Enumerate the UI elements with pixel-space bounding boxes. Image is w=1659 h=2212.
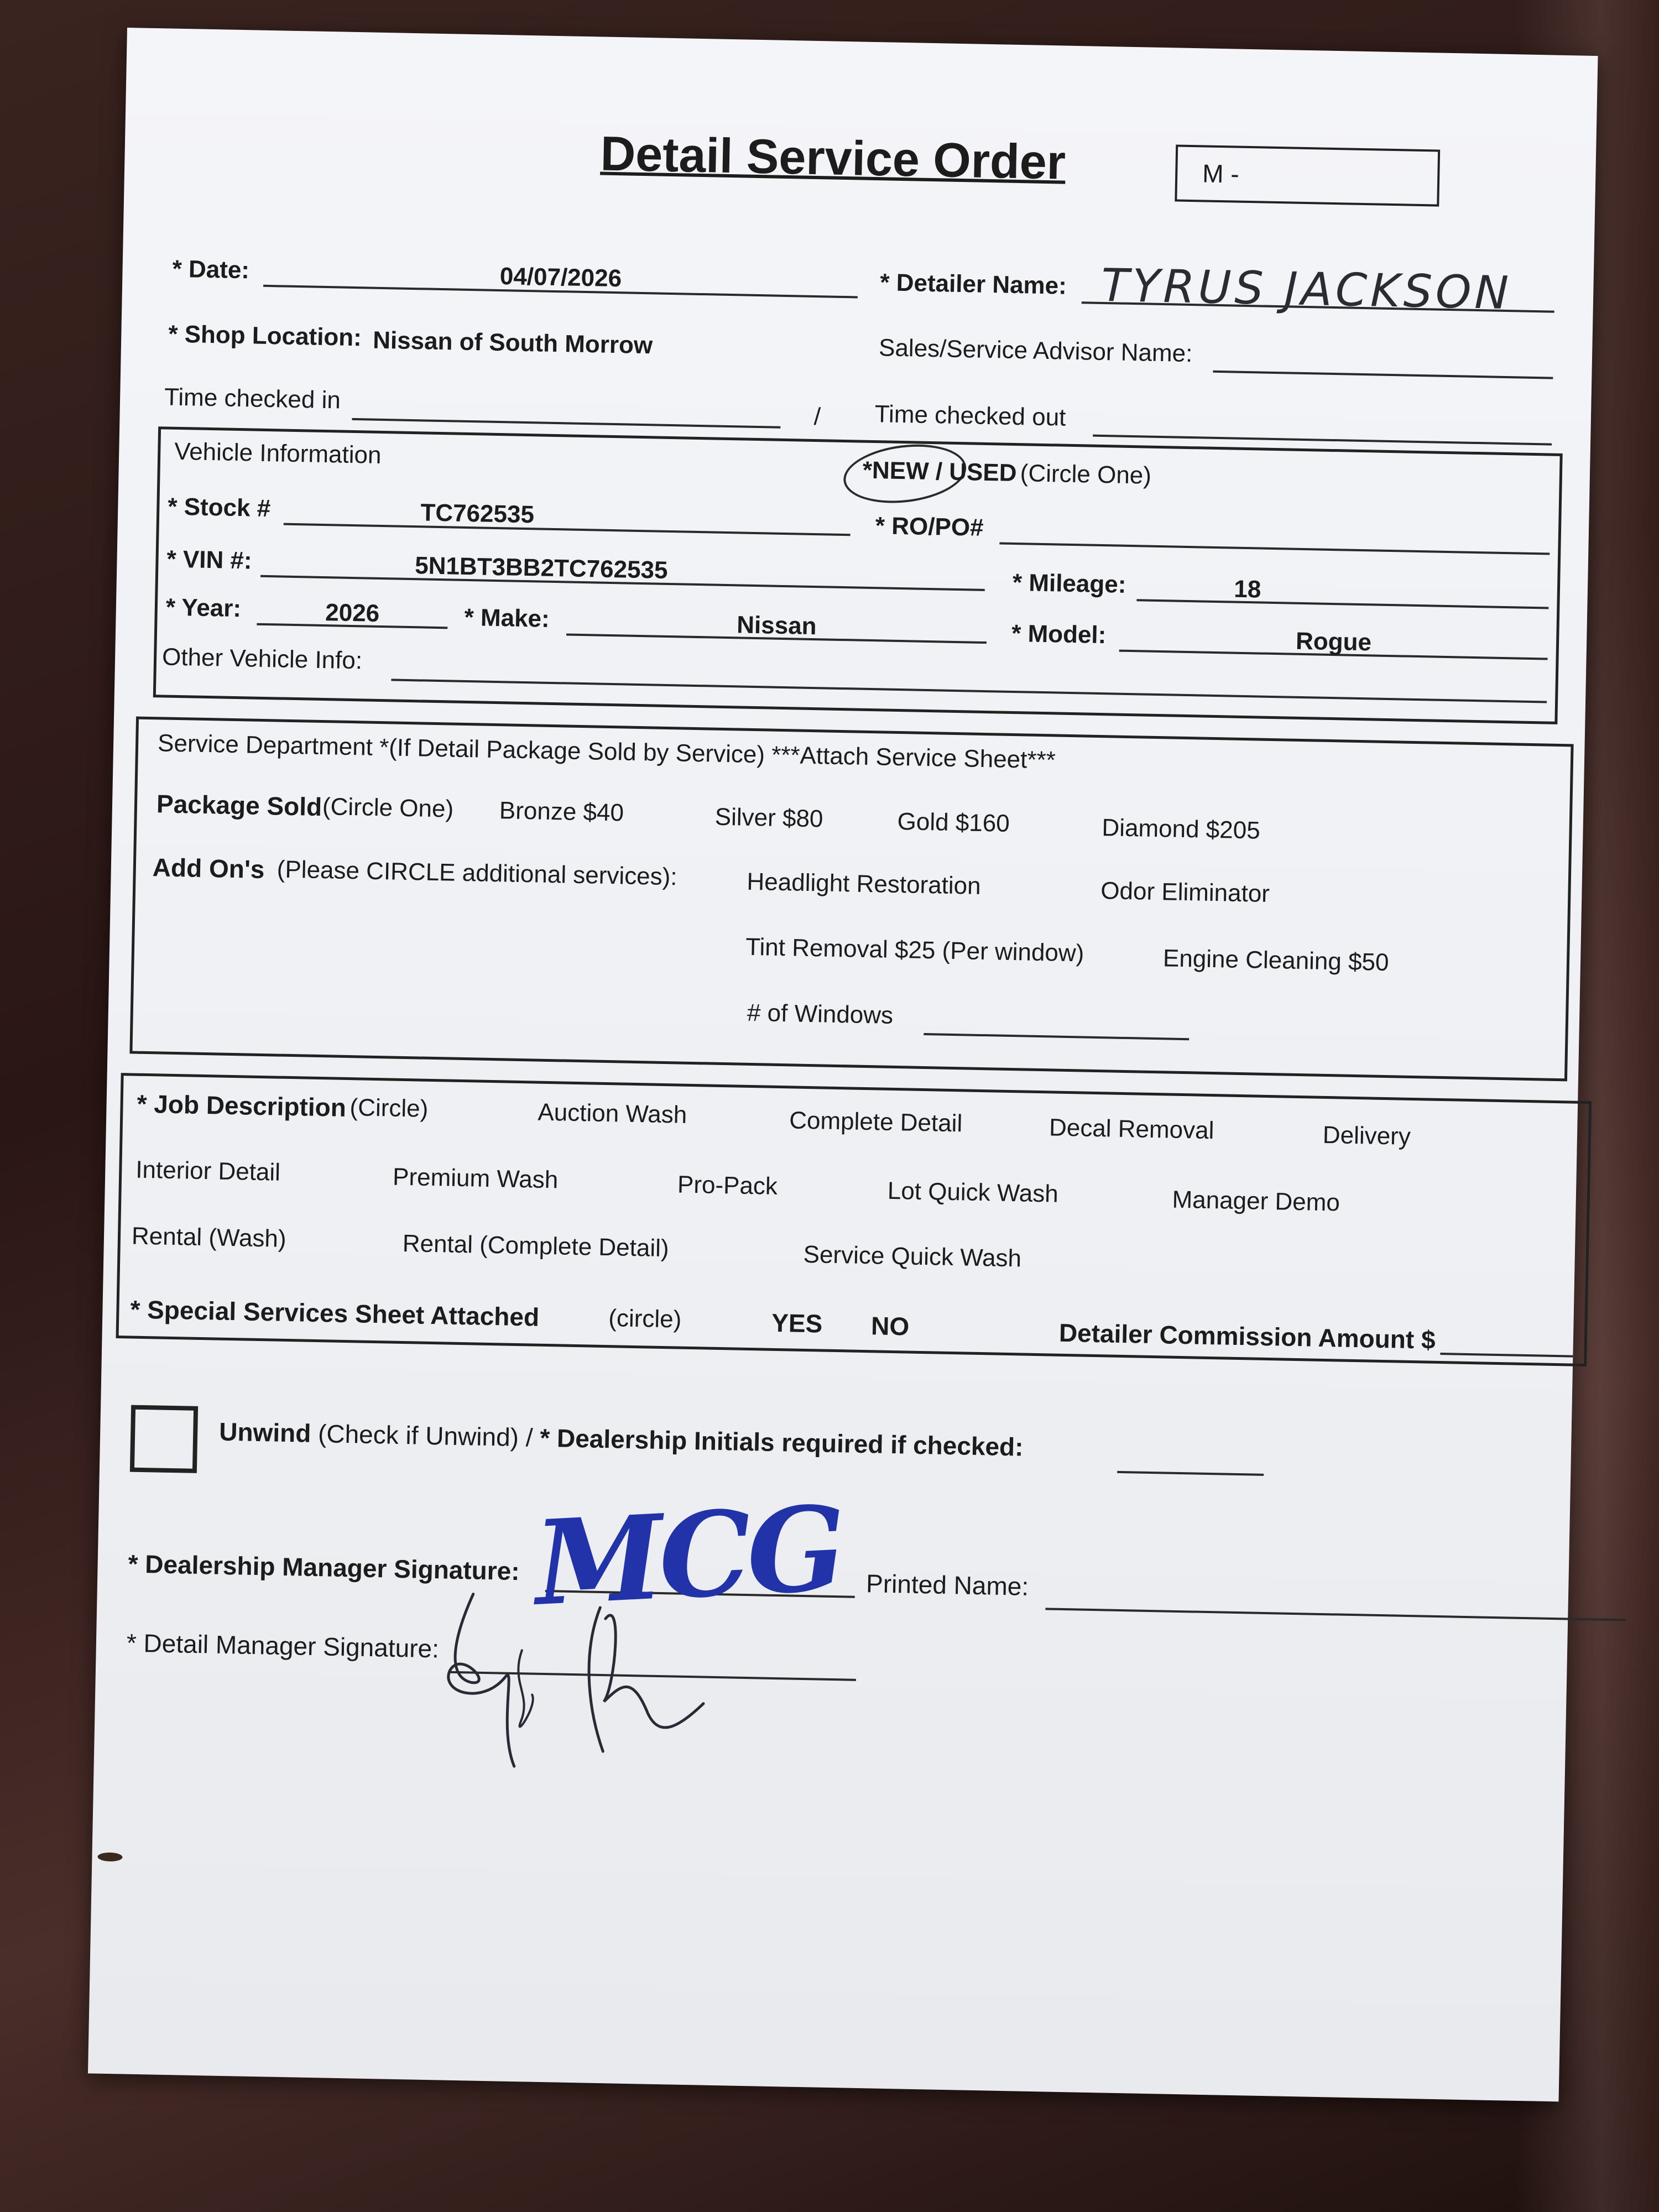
unwind-checkbox[interactable]	[130, 1405, 198, 1473]
time-in-field[interactable]	[352, 418, 780, 429]
advisor-name-field[interactable]	[1213, 371, 1553, 379]
job-rental-wash[interactable]: Rental (Wash)	[131, 1222, 287, 1253]
shop-location-label: * Shop Location:	[168, 320, 362, 352]
time-out-field[interactable]	[1093, 435, 1552, 446]
job-rental-complete-detail[interactable]: Rental (Complete Detail)	[402, 1229, 670, 1262]
time-in-label: Time checked in	[164, 383, 341, 414]
ro-po-label: * RO/PO#	[875, 512, 984, 541]
addon-odor-eliminator[interactable]: Odor Eliminator	[1100, 877, 1270, 907]
special-services-no[interactable]: NO	[870, 1311, 910, 1341]
special-services-hint: (circle)	[608, 1305, 682, 1333]
initials-field[interactable]	[1117, 1471, 1264, 1476]
job-premium-wash[interactable]: Premium Wash	[392, 1163, 559, 1194]
manager-signature-label: * Dealership Manager Signature:	[128, 1549, 520, 1586]
ink-spot	[97, 1853, 122, 1862]
job-interior-detail[interactable]: Interior Detail	[135, 1156, 281, 1186]
time-out-label: Time checked out	[874, 400, 1066, 431]
addon-engine-cleaning[interactable]: Engine Cleaning $50	[1162, 945, 1389, 977]
job-auction-wash[interactable]: Auction Wash	[538, 1098, 687, 1129]
detail-manager-signature-label: * Detail Manager Signature:	[126, 1628, 440, 1663]
job-lot-quick-wash[interactable]: Lot Quick Wash	[887, 1177, 1059, 1208]
package-diamond[interactable]: Diamond $205	[1102, 814, 1261, 844]
date-label: * Date:	[172, 255, 250, 284]
service-order-form	[88, 28, 1598, 2101]
model-value: Rogue	[1295, 627, 1372, 656]
detailer-name-handwritten: TYRUS JACKSON	[1100, 259, 1512, 320]
addons-hint: (Please CIRCLE additional services):	[276, 855, 678, 891]
new-used-options: *NEW / USED	[862, 456, 1018, 487]
stock-label: * Stock #	[167, 493, 271, 523]
addon-headlight-restoration[interactable]: Headlight Restoration	[747, 868, 982, 900]
printed-name-label: Printed Name:	[865, 1569, 1029, 1601]
unwind-hint: (Check if Unwind) /	[317, 1419, 540, 1452]
model-label: * Model:	[1011, 619, 1107, 649]
initials-label: * Dealership Initials required if checked:	[539, 1423, 1024, 1462]
year-label: * Year:	[165, 593, 242, 623]
mileage-label: * Mileage:	[1012, 568, 1126, 598]
package-hint: (Circle One)	[322, 793, 454, 823]
printed-name-field[interactable]	[1045, 1608, 1626, 1621]
package-silver[interactable]: Silver $80	[714, 803, 823, 833]
vehicle-info-label: Vehicle Information	[174, 437, 382, 469]
manager-signature-ink: MCG	[531, 1480, 845, 1632]
make-label: * Make:	[464, 603, 550, 633]
special-services-yes[interactable]: YES	[771, 1308, 823, 1338]
package-label: Package Sold	[156, 789, 322, 822]
job-complete-detail[interactable]: Complete Detail	[789, 1107, 963, 1138]
addon-tint-removal[interactable]: Tint Removal $25 (Per window)	[745, 933, 1084, 967]
special-services-label: * Special Services Sheet Attached	[130, 1295, 540, 1332]
date-value: 04/07/2026	[499, 263, 622, 293]
job-pro-pack[interactable]: Pro-Pack	[677, 1171, 778, 1200]
vin-label: * VIN #:	[166, 545, 253, 575]
detail-manager-signature-ink	[436, 1582, 772, 1809]
make-value: Nissan	[736, 611, 817, 640]
addons-label: Add On's	[152, 853, 265, 884]
package-gold[interactable]: Gold $160	[897, 808, 1010, 837]
year-value: 2026	[325, 599, 380, 627]
unwind-label: Unwind	[218, 1417, 311, 1448]
advisor-name-label: Sales/Service Advisor Name:	[878, 334, 1193, 368]
job-description-hint: (Circle)	[349, 1094, 429, 1123]
job-decal-removal[interactable]: Decal Removal	[1048, 1114, 1214, 1145]
commission-label: Detailer Commission Amount $	[1058, 1318, 1436, 1354]
job-service-quick-wash[interactable]: Service Quick Wash	[803, 1240, 1022, 1272]
other-info-label: Other Vehicle Info:	[161, 643, 363, 675]
detailer-name-label: * Detailer Name:	[879, 269, 1067, 300]
time-separator: /	[813, 403, 821, 431]
windows-label: # of Windows	[747, 999, 894, 1029]
stock-value: TC762535	[420, 499, 535, 529]
order-number-prefix: M -	[1202, 159, 1240, 189]
vin-value: 5N1BT3BB2TC762535	[414, 552, 668, 584]
unwind-text	[219, 1417, 1024, 1462]
order-number-box[interactable]	[1175, 144, 1440, 206]
package-bronze[interactable]: Bronze $40	[499, 797, 624, 827]
form-title: Detail Service Order	[599, 126, 1066, 190]
shop-location-value: Nissan of South Morrow	[372, 326, 653, 359]
job-manager-demo[interactable]: Manager Demo	[1172, 1186, 1340, 1217]
service-header: Service Department *(If Detail Package Sold by Service) ***Attach Service Sheet***	[157, 729, 1056, 774]
mileage-value: 18	[1233, 575, 1261, 603]
job-description-label: * Job Description	[137, 1089, 347, 1122]
new-used-hint: (Circle One)	[1020, 460, 1152, 489]
job-delivery[interactable]: Delivery	[1322, 1121, 1411, 1150]
